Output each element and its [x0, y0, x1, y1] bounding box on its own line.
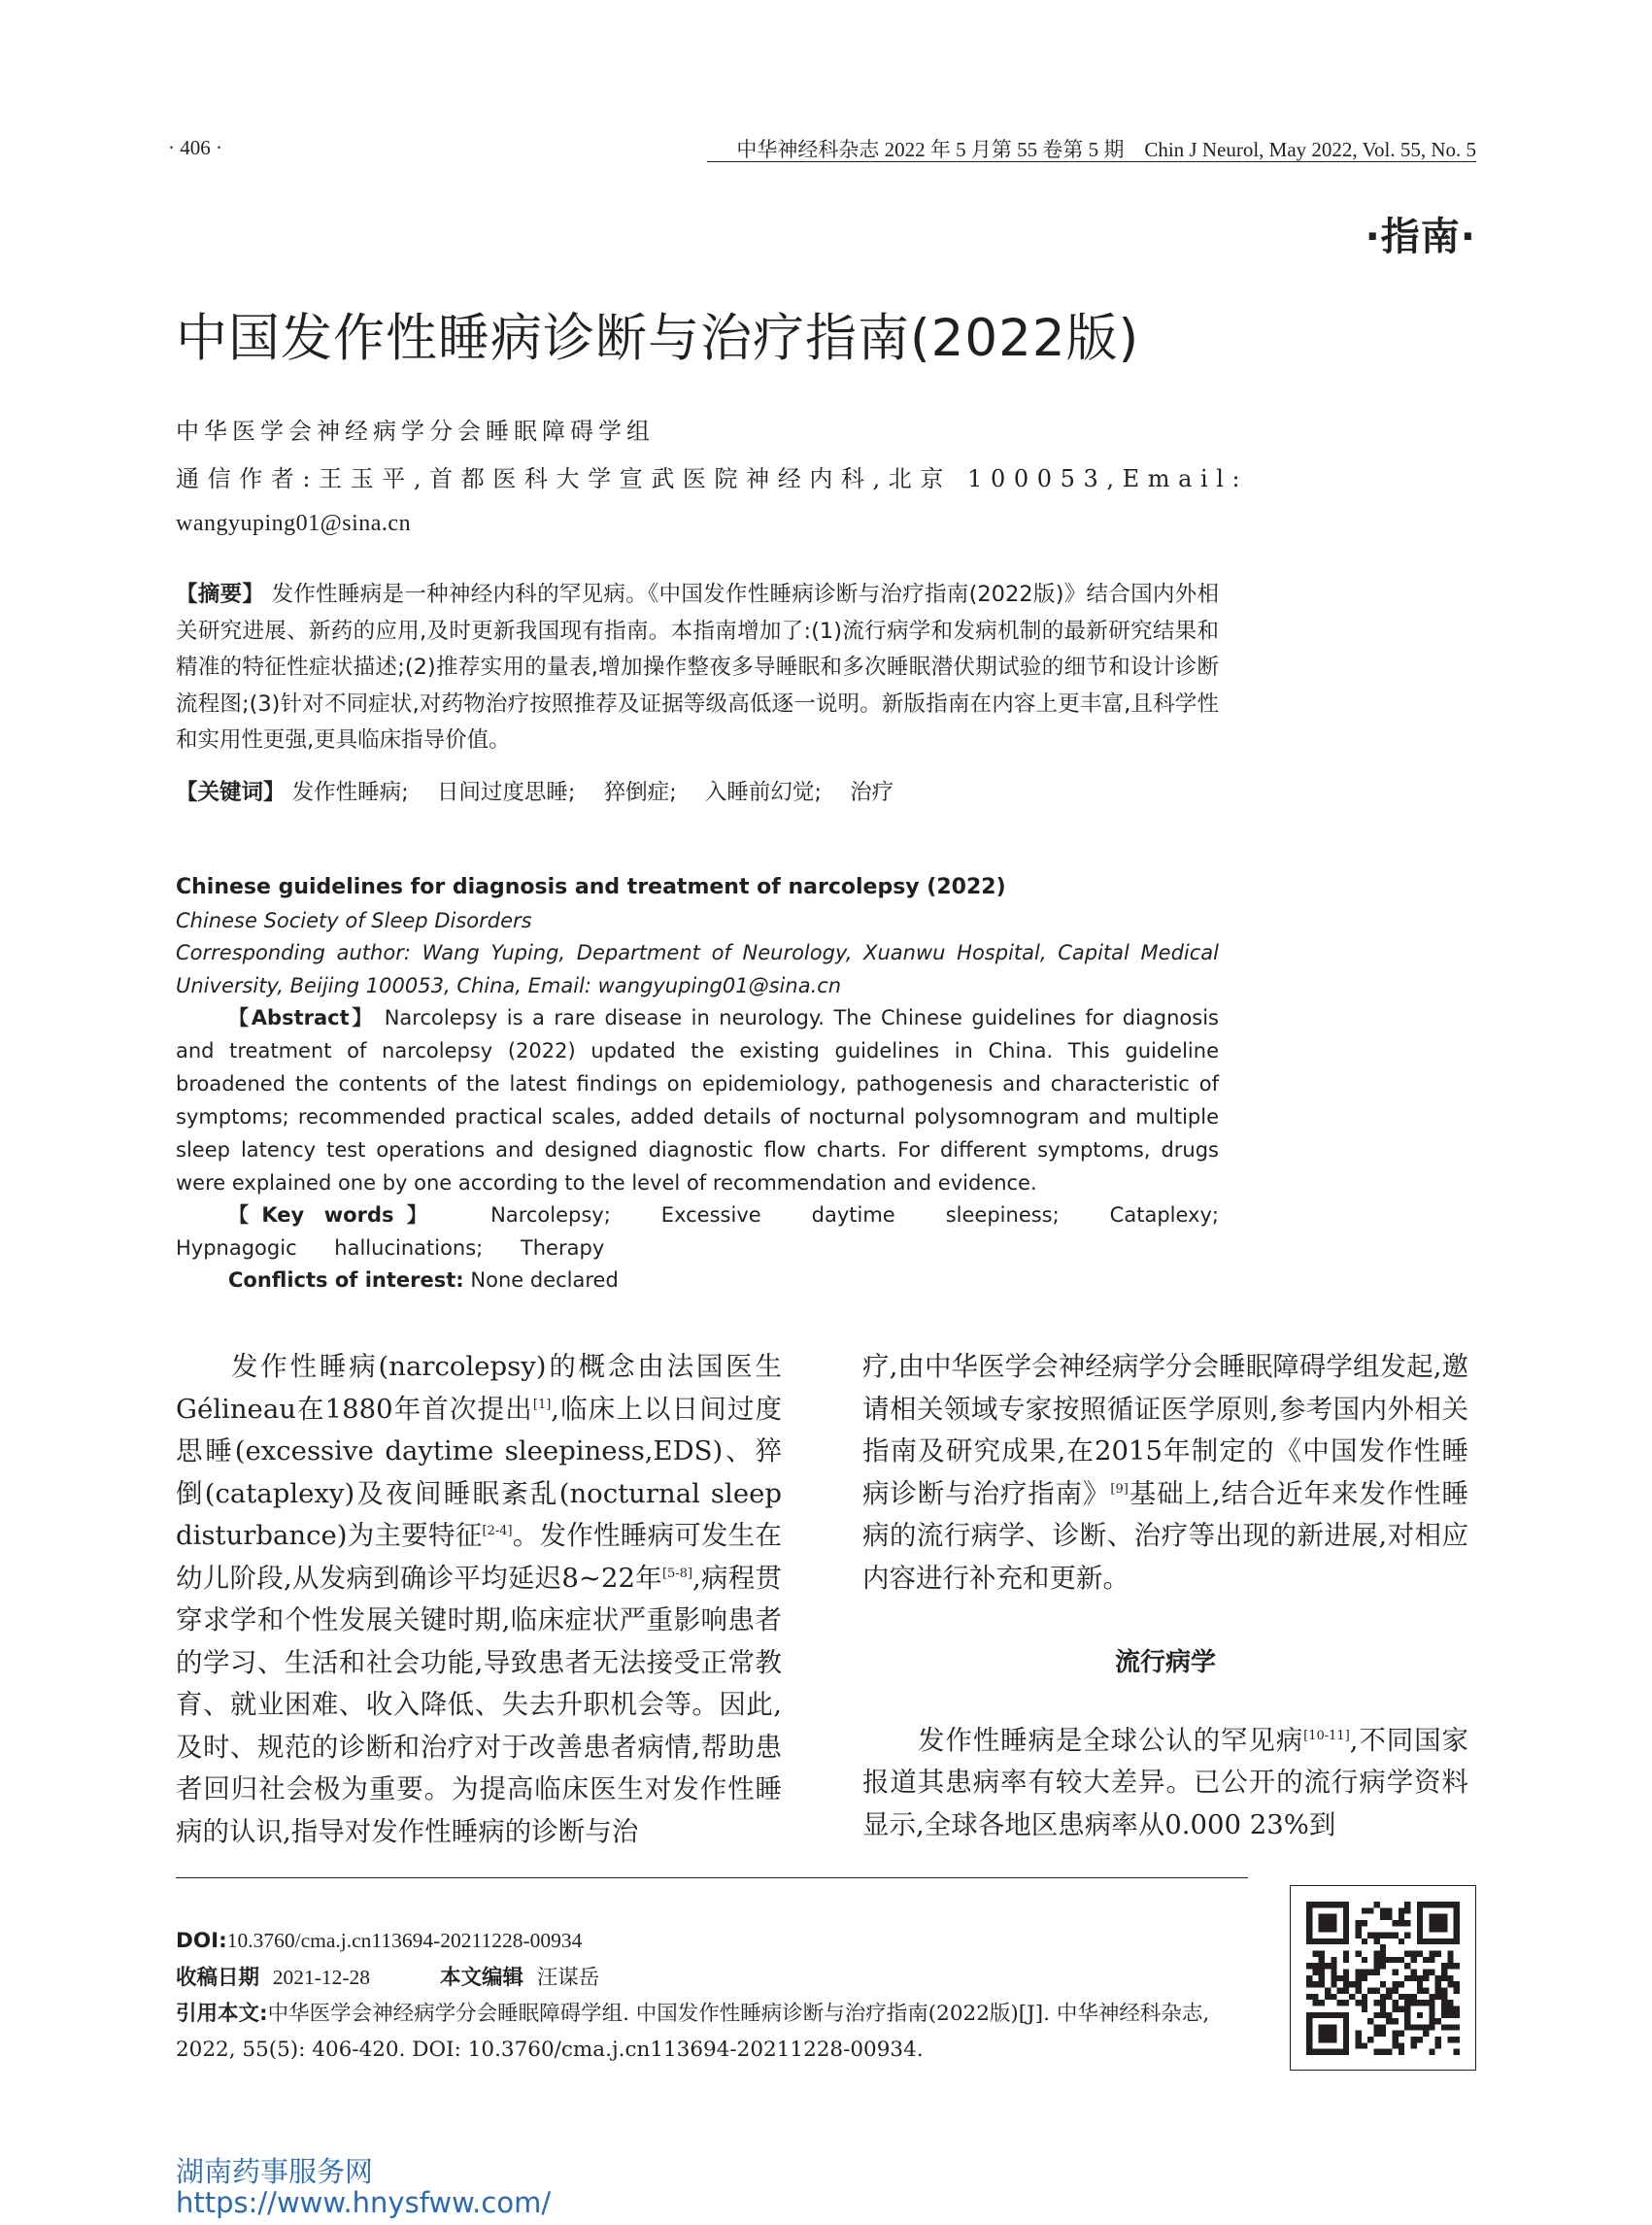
body-text: 发作性睡病(narcolepsy)的概念由法国医生Gélineau在1880年首次提出 — [176, 1351, 782, 1425]
keywords-cn — [176, 775, 1219, 811]
body-paragraph — [862, 1720, 1468, 1847]
corresponding-email: wangyuping01@sina.cn — [176, 511, 412, 536]
body-text: ,临床上以日间过度思睡(excessive daytime sleepiness,EDS)、猝倒(cataplexy)及夜间睡眠紊乱(nocturnal sleep disturbance)为主要特征 — [176, 1393, 782, 1551]
cite-label: 引用本文: — [176, 2002, 268, 2026]
qr-code-icon — [1306, 1902, 1460, 2055]
keyword-cn: 治疗 — [850, 780, 894, 805]
doi-value[interactable]: 10.3760/cma.j.cn113694-20211228-00934 — [226, 1929, 583, 1952]
abstract-cn-text: 发作性睡病是一种神经内科的罕见病。《中国发作性睡病诊断与治疗指南(2022版)》结合国内外相关研究进展、新药的应用,及时更新我国现有指南。本指南增加了:(1)流行病学和发病机制的最新研究结果和精准的特征性症状描述;(2)推荐实用的量表,增加操作整夜多导睡眠和多次睡眠潜伏期试验的细节和设计诊断流程图;(3)针对不同症状,对药物治疗按照推荐及证据等级高低逐一说明。新版指南在内容上更丰富,且科学性和实用性更强,更具临床指导价值。 — [176, 582, 1219, 753]
citation-ref: [1] — [532, 1397, 552, 1412]
body-column-left — [176, 1346, 782, 1853]
section-tag: ·指南· — [1365, 215, 1476, 259]
citation-ref: [9] — [1110, 1481, 1129, 1497]
article-title: 中国发作性睡病诊断与治疗指南(2022版) — [176, 309, 1140, 368]
body-column-right — [862, 1346, 1468, 1846]
conflicts-label: Conflicts of interest: — [228, 1268, 464, 1292]
citation-ref: [10-11] — [1303, 1728, 1350, 1743]
body-paragraph — [862, 1346, 1468, 1600]
english-abstract-text: Narcolepsy is a rare disease in neurology. The Chinese guidelines for diagnosis and treatment of narcolepsy (2022) updated the existing guidelines in China. This guideline broadened the contents of the latest findings on epidemiology, pathogenesis and characteristic of symptoms; recommended practical scales, added details of nocturnal polysomnogram and multiple sleep latency test operations and designed diagnostic flow charts. For different symptoms, drugs were explained one by one according to the level of recommendation and evidence. — [176, 1006, 1219, 1195]
body-text: 疗,由中华医学会神经病学分会睡眠障碍学组发起,邀请相关领域专家按照循证医学原则,参考国内外相关指南及研究成果,在2015年制定的《中国发作性睡病诊断与治疗指南》 — [862, 1351, 1468, 1509]
english-abstract — [176, 1001, 1219, 1199]
editor-name: 汪谋岳 — [536, 1966, 600, 1990]
cite-text: 中华医学会神经病学分会睡眠障碍学组. 中国发作性睡病诊断与治疗指南(2022版)[J]. 中华神经科杂志, 2022, 55(5): 406-420. DOI: 10.3760/cma.j.cn113694-20211228-00934. — [176, 2002, 1210, 2062]
corresponding-author-cn — [176, 456, 1249, 546]
journal-header: 中华神经科杂志 2022 年 5 月第 55 卷第 5 期 Chin J Neurol, May 2022, Vol. 55, No. 5 — [736, 138, 1476, 161]
watermark-site-name: 湖南药事服务网 — [176, 2155, 374, 2188]
received-date: 2021-12-28 — [272, 1966, 371, 1989]
footnote-rule — [176, 1877, 1248, 1878]
keyword-cn: 入睡前幻觉; — [704, 780, 823, 805]
citation-ref: [2-4] — [482, 1523, 513, 1538]
english-abstract-label: 【Abstract】 — [228, 1006, 376, 1029]
author-organization: 中华医学会神经病学分会睡眠障碍学组 — [176, 418, 655, 445]
footer-doi — [176, 1923, 1254, 1959]
body-text: ,病程贯穿求学和个性发展关键时期,临床症状严重影响患者的学习、生活和社会功能,导致患者无法接受正常教育、就业困难、收入降低、失去升职机会等。因此,及时、规范的诊断和治疗对于改善患者病情,帮助患者回归社会极为重要。为提高临床医生对发作性睡病的认识,指导对发作性睡病的诊断与治 — [176, 1562, 782, 1847]
body-text: 基础上,结合近年来发作性睡病的流行病学、诊断、治疗等出现的新进展,对相应内容进行补充和更新。 — [862, 1477, 1468, 1594]
english-organization: Chinese Society of Sleep Disorders — [176, 909, 532, 932]
keywords-cn-label: 【关键词】 — [176, 780, 286, 805]
english-keywords — [176, 1198, 1219, 1264]
abstract-cn-label: 【摘要】 — [176, 582, 265, 607]
english-keywords-label: 【Key words】 — [228, 1203, 441, 1227]
abstract-cn — [176, 577, 1219, 759]
english-title: Chinese guidelines for diagnosis and treatment of narcolepsy (2022) — [176, 875, 1006, 899]
body-text: 发作性睡病是全球公认的罕见病 — [918, 1724, 1304, 1756]
citation-ref: [5-8] — [661, 1566, 693, 1581]
conflicts-text: None declared — [470, 1268, 619, 1292]
english-keywords-text: Narcolepsy; Excessive daytime sleepiness; Cataplexy; Hypnagogic hallucinations; Therapy — [176, 1203, 1219, 1260]
corresponding-line: 通信作者:王玉平,首都医科大学宣武医院神经内科,北京 100053,Email: — [176, 465, 1249, 492]
doi-label: DOI: — [176, 1929, 227, 1953]
section-heading: 流行病学 — [1114, 1648, 1216, 1677]
footer-dates — [176, 1960, 1254, 1996]
watermark-url[interactable]: https://www.hnysfww.com/ — [176, 2186, 552, 2219]
qr-code[interactable] — [1290, 1885, 1476, 2071]
body-text: ,不同国家报道其患病率有较大差异。已公开的流行病学资料显示,全球各地区患病率从0.000 23%到 — [862, 1724, 1468, 1840]
keyword-cn: 猝倒症; — [603, 780, 677, 805]
conflicts-of-interest — [176, 1264, 1219, 1297]
page-number: · 406 · — [168, 136, 222, 159]
footer-citation — [176, 1996, 1254, 2068]
header-rule — [707, 161, 1476, 162]
editor-label: 本文编辑 — [440, 1966, 524, 1990]
keyword-cn: 发作性睡病; — [291, 780, 409, 805]
keyword-cn: 日间过度思睡; — [436, 780, 576, 805]
received-label: 收稿日期 — [176, 1966, 260, 1990]
english-corresponding: Corresponding author: Wang Yuping, Department of Neurology, Xuanwu Hospital, Capital Medical University, Beijing 100053, China, Email: wangyuping01@sina.cn — [176, 941, 1219, 997]
body-text: 。发作性睡病可发生在幼儿阶段,从发病到确诊平均延迟8~22年 — [176, 1520, 782, 1594]
